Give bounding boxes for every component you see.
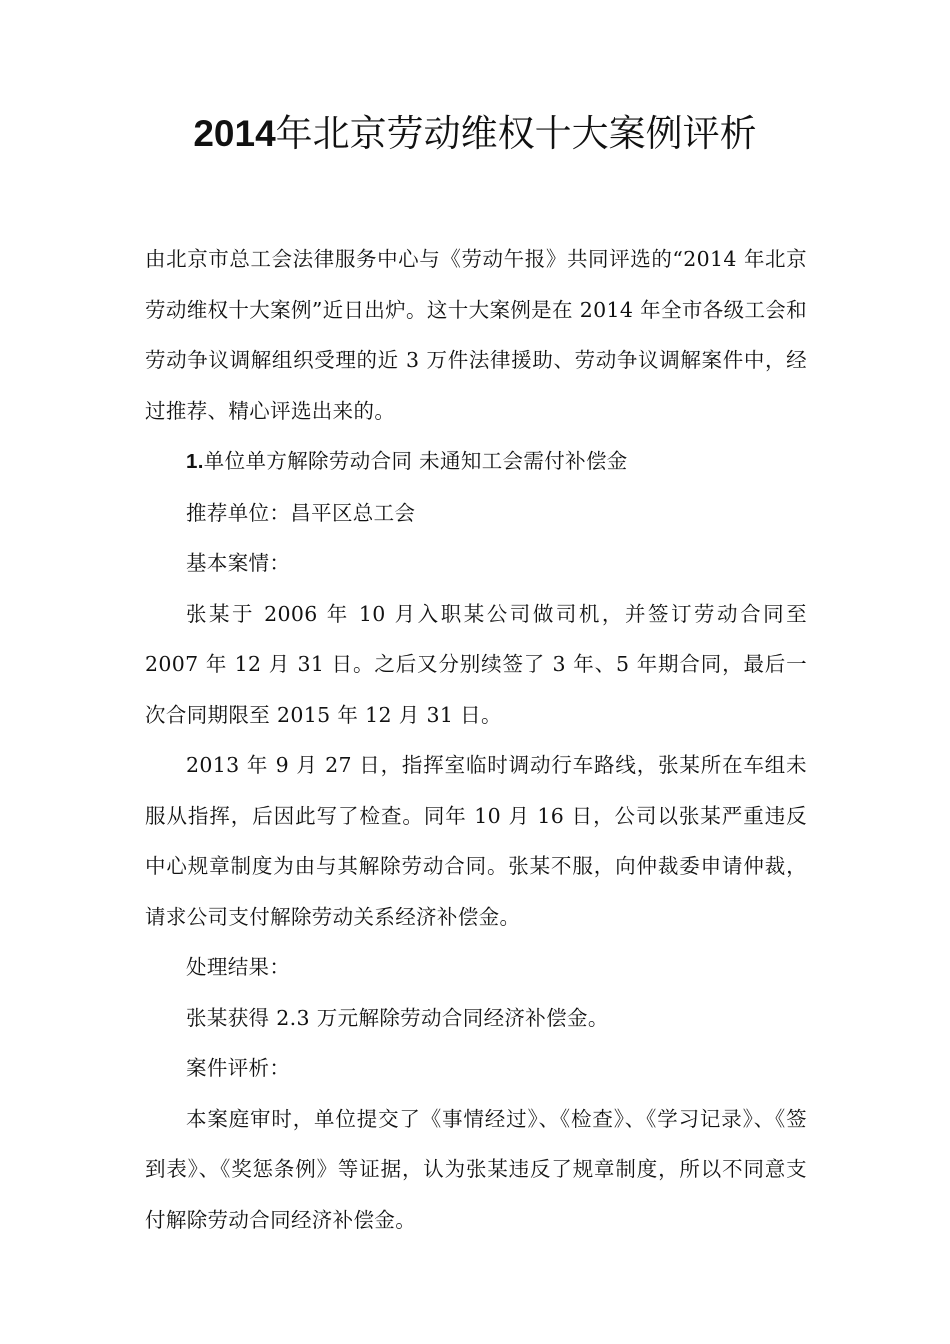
result-paragraph: 张某获得 2.3 万元解除劳动合同经济补偿金。	[186, 1005, 609, 1030]
title-year: 2014	[193, 113, 276, 154]
analysis-paragraph-1: 本案庭审时，单位提交了《事情经过》、《检查》、《学习记录》、《签到表》、《奖惩条例》等证据，认为张某违反了规章制度，所以不同意支付解除劳动合同经济补偿金。	[145, 1106, 807, 1232]
recommender-line: 推荐单位：昌平区总工会	[186, 500, 416, 525]
document-body	[145, 234, 807, 1245]
analysis-label: 案件评析：	[186, 1056, 291, 1080]
result-label: 处理结果：	[186, 955, 291, 979]
title-text: 年北京劳动维权十大案例评析	[275, 112, 757, 155]
case-number: 1.	[186, 450, 204, 473]
facts-paragraph-2: 2013 年 9 月 27 日，指挥室临时调动行车路线，张某所在车组未服从指挥，后因此写了检查。同年 10 月 16 日，公司以张某严重违反中心规章制度为由与其解除劳动合同。张某不服，向仲裁委申请仲裁，请求公司支付解除劳动关系经济补偿金。	[145, 753, 807, 929]
facts-paragraph-1: 张某于 2006 年 10 月入职某公司做司机，并签订劳动合同至 2007 年 12 月 31 日。之后又分别续签了 3 年、5 年期合同，最后一次合同期限至 2015 年 12 月 31 日。	[145, 601, 807, 727]
intro-paragraph: 由北京市总工会法律服务中心与《劳动午报》共同评选的“2014 年北京劳动维权十大案例”近日出炉。这十大案例是在 2014 年全市各级工会和劳动争议调解组织受理的近 3 万件法律援助、劳动争议调解案件中，经过推荐、精心评选出来的。	[145, 247, 807, 423]
document-title	[60, 108, 890, 160]
facts-label: 基本案情：	[186, 551, 291, 575]
case-heading	[145, 436, 807, 488]
case-heading-text: 单位单方解除劳动合同 未通知工会需付补偿金	[203, 449, 628, 473]
